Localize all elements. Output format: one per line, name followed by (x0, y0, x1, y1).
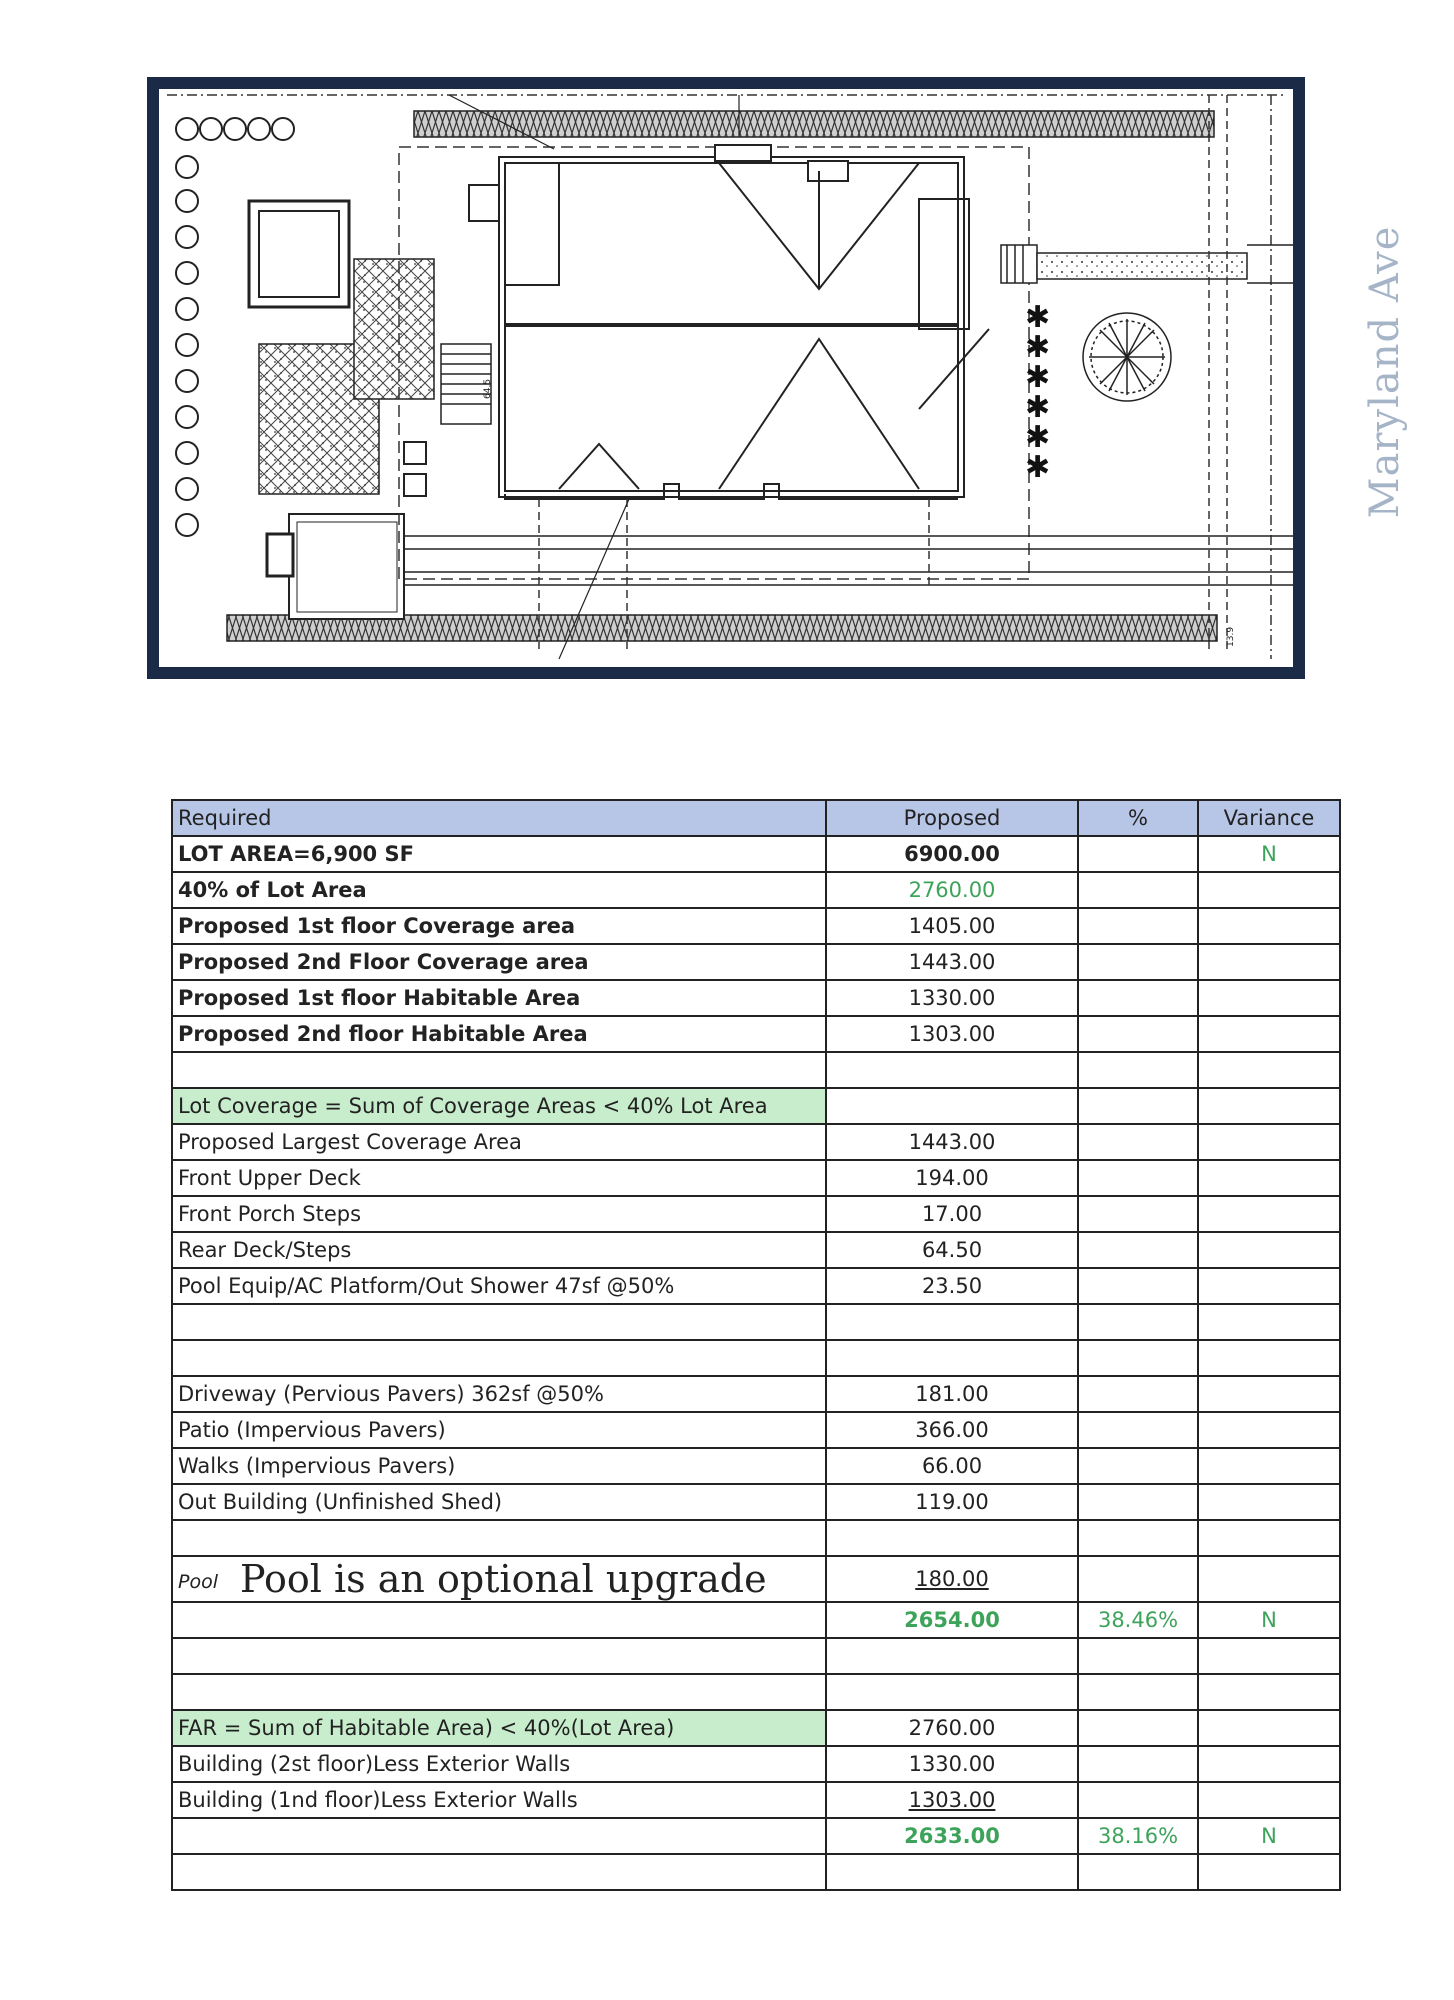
row-label: Proposed 2nd floor Habitable Area (172, 1016, 826, 1052)
empty-row (172, 1304, 1340, 1340)
table-row (172, 1746, 1340, 1782)
table-row (172, 1232, 1340, 1268)
row-proposed: 6900.00 (826, 836, 1078, 872)
table-header-row (172, 800, 1340, 836)
row-proposed: 66.00 (826, 1448, 1078, 1484)
row-proposed: 366.00 (826, 1412, 1078, 1448)
table-row (172, 1710, 1340, 1746)
empty-row (172, 1520, 1340, 1556)
row-variance (1198, 872, 1340, 908)
svg-text:✱: ✱ (1025, 420, 1051, 455)
street-label (1362, 225, 1408, 519)
row-variance (1198, 1016, 1340, 1052)
row-proposed: 1303.00 (826, 1016, 1078, 1052)
row-proposed: 2760.00 (826, 872, 1078, 908)
row-variance: N (1198, 836, 1340, 872)
row-label: Proposed 1st floor Habitable Area (172, 980, 826, 1016)
table-row (172, 1196, 1340, 1232)
row-proposed: 180.00 (826, 1556, 1078, 1602)
row-percent (1078, 980, 1198, 1016)
coverage-variance: N (1198, 1602, 1340, 1638)
svg-text:✱: ✱ (1025, 450, 1051, 485)
row-proposed: 2760.00 (826, 1710, 1078, 1746)
row-proposed: 1330.00 (826, 980, 1078, 1016)
lot-coverage-heading: Lot Coverage = Sum of Coverage Areas < 40% Lot Area (172, 1088, 826, 1124)
header-percent: % (1078, 800, 1198, 836)
site-plan-drawing (159, 89, 1293, 667)
svg-text:✱: ✱ (1025, 360, 1051, 395)
table-row (172, 1016, 1340, 1052)
row-proposed: 1443.00 (826, 944, 1078, 980)
row-label: Proposed 1st floor Coverage area (172, 908, 826, 944)
row-label: Proposed Largest Coverage Area (172, 1124, 826, 1160)
row-percent (1078, 908, 1198, 944)
table-row (172, 1412, 1340, 1448)
coverage-percent: 38.46% (1078, 1602, 1198, 1638)
row-label: Building (1nd floor)Less Exterior Walls (172, 1782, 826, 1818)
site-plan-frame (147, 77, 1305, 679)
row-proposed: 119.00 (826, 1484, 1078, 1520)
svg-text:✱: ✱ (1025, 300, 1051, 335)
row-label: 40% of Lot Area (172, 872, 826, 908)
empty-row (172, 1340, 1340, 1376)
empty-row (172, 1674, 1340, 1710)
table-row (172, 908, 1340, 944)
row-variance (1198, 980, 1340, 1016)
empty-row (172, 1638, 1340, 1674)
row-proposed: 1303.00 (826, 1782, 1078, 1818)
far-total-row (172, 1818, 1340, 1854)
row-percent (1078, 836, 1198, 872)
far-total: 2633.00 (826, 1818, 1078, 1854)
zoning-calculation-table (171, 799, 1341, 1891)
header-variance: Variance (1198, 800, 1340, 836)
far-variance: N (1198, 1818, 1340, 1854)
row-label: Walks (Impervious Pavers) (172, 1448, 826, 1484)
table-row (172, 1160, 1340, 1196)
svg-text:✱: ✱ (1025, 330, 1051, 365)
row-proposed: 1405.00 (826, 908, 1078, 944)
table-row (172, 836, 1340, 872)
table-row (172, 1782, 1340, 1818)
table-row (172, 1376, 1340, 1412)
empty-row (172, 1854, 1340, 1890)
row-label: Patio (Impervious Pavers) (172, 1412, 826, 1448)
table-row (172, 1556, 1340, 1602)
pool-note: Pool is an optional upgrade (240, 1557, 767, 1601)
row-label: Driveway (Pervious Pavers) 362sf @50% (172, 1376, 826, 1412)
row-label: Rear Deck/Steps (172, 1232, 826, 1268)
row-proposed: 1443.00 (826, 1124, 1078, 1160)
row-proposed: 17.00 (826, 1196, 1078, 1232)
coverage-total-row (172, 1602, 1340, 1638)
row-label: Pool Equip/AC Platform/Out Shower 47sf @50% (172, 1268, 826, 1304)
table-row (172, 872, 1340, 908)
row-label: Building (2st floor)Less Exterior Walls (172, 1746, 826, 1782)
row-variance (1198, 908, 1340, 944)
svg-text:✱: ✱ (1025, 390, 1051, 425)
row-label: Out Building (Unfinished Shed) (172, 1484, 826, 1520)
far-percent: 38.16% (1078, 1818, 1198, 1854)
far-heading: FAR = Sum of Habitable Area) < 40%(Lot Area) (172, 1710, 826, 1746)
header-required: Required (172, 800, 826, 836)
row-proposed: 23.50 (826, 1268, 1078, 1304)
pool-label: Pool (178, 1571, 218, 1593)
corner-dimension-label: 13.9 (1226, 626, 1236, 647)
row-label: LOT AREA=6,900 SF (172, 836, 826, 872)
row-proposed: 1330.00 (826, 1746, 1078, 1782)
table-row (172, 1484, 1340, 1520)
deck-dimension-label: 64.5 (483, 378, 493, 399)
coverage-total: 2654.00 (826, 1602, 1078, 1638)
row-label: Front Porch Steps (172, 1196, 826, 1232)
row-label: Front Upper Deck (172, 1160, 826, 1196)
row-variance (1198, 944, 1340, 980)
row-proposed: 64.50 (826, 1232, 1078, 1268)
row-percent (1078, 872, 1198, 908)
table-row (172, 944, 1340, 980)
row-label: Proposed 2nd Floor Coverage area (172, 944, 826, 980)
empty-row (172, 1052, 1340, 1088)
table-row (172, 1124, 1340, 1160)
row-percent (1078, 1016, 1198, 1052)
row-percent (1078, 944, 1198, 980)
table-row (172, 1268, 1340, 1304)
table-row (172, 980, 1340, 1016)
header-proposed: Proposed (826, 800, 1078, 836)
row-proposed: 181.00 (826, 1376, 1078, 1412)
table-row (172, 1448, 1340, 1484)
table-row (172, 1088, 1340, 1124)
pool-row-label (172, 1556, 826, 1602)
row-proposed: 194.00 (826, 1160, 1078, 1196)
street-name: Maryland Ave (1362, 225, 1408, 519)
